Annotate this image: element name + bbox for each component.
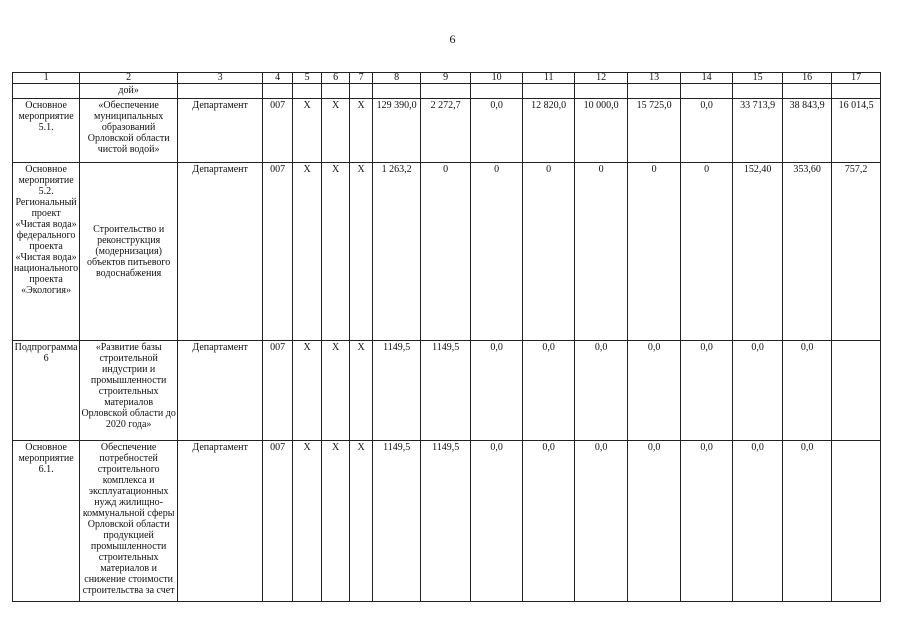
table-row bbox=[13, 163, 881, 341]
row-value: Х bbox=[293, 341, 322, 441]
row-value: 0,0 bbox=[681, 341, 733, 441]
row-value: Х bbox=[322, 163, 350, 341]
row-value: 757,2 bbox=[832, 163, 881, 341]
row-value bbox=[832, 441, 881, 602]
row-value: 12 820,0 bbox=[523, 99, 575, 163]
table-row bbox=[13, 341, 881, 441]
row-value: 0 bbox=[471, 163, 523, 341]
header-cell: 12 bbox=[575, 73, 628, 84]
row-value: Х bbox=[293, 163, 322, 341]
row-value: Х bbox=[322, 441, 350, 602]
row-value: Х bbox=[350, 441, 373, 602]
row-executor: Департамент bbox=[178, 99, 263, 163]
row-value: 0,0 bbox=[783, 441, 832, 602]
row-name: Основное мероприятие 5.1. bbox=[13, 99, 80, 163]
row-value: 0 bbox=[628, 163, 681, 341]
row-value: Х bbox=[350, 341, 373, 441]
row-value: 1149,5 bbox=[421, 341, 471, 441]
row-value: 007 bbox=[263, 163, 293, 341]
row-value: 0 bbox=[681, 163, 733, 341]
row-value: 1149,5 bbox=[421, 441, 471, 602]
row-program: «Развитие базы строительной индустрии и промышленности строительных материалов Орловской области до 2020 года» bbox=[80, 341, 178, 441]
header-cell: 14 bbox=[681, 73, 733, 84]
row-value: 1 263,2 bbox=[373, 163, 421, 341]
header-cell: 7 bbox=[350, 73, 373, 84]
row-value: 0,0 bbox=[471, 99, 523, 163]
header-cell: 15 bbox=[733, 73, 783, 84]
row-value: 0 bbox=[575, 163, 628, 341]
row-value: 38 843,9 bbox=[783, 99, 832, 163]
row-value: 152,40 bbox=[733, 163, 783, 341]
row-executor: Департамент bbox=[178, 341, 263, 441]
row-value: 33 713,9 bbox=[733, 99, 783, 163]
row-program: Обеспечение потребностей строительного комплекса и эксплуатационных нужд жилищно-коммунальной сферы Орловской области продукцией промышленности строительных материалов и снижение стоимости строительства за счет bbox=[80, 441, 178, 602]
row-executor: Департамент bbox=[178, 441, 263, 602]
row-value: 2 272,7 bbox=[421, 99, 471, 163]
row-value: 007 bbox=[263, 441, 293, 602]
row-value: 0,0 bbox=[575, 341, 628, 441]
row-name: Основное мероприятие 6.1. bbox=[13, 441, 80, 602]
row-name: Основное мероприятие 5.2. Региональный проект «Чистая вода» федерального проекта «Чистая вода» национального проекта «Экология» bbox=[13, 163, 80, 341]
row-value: 0,0 bbox=[471, 441, 523, 602]
row-value: 15 725,0 bbox=[628, 99, 681, 163]
row-value: 0,0 bbox=[783, 341, 832, 441]
row-value: 1149,5 bbox=[373, 341, 421, 441]
header-cell: 13 bbox=[628, 73, 681, 84]
header-cell: 9 bbox=[421, 73, 471, 84]
header-cell: 16 bbox=[783, 73, 832, 84]
row-name: Подпрограмма 6 bbox=[13, 341, 80, 441]
row-value: 0,0 bbox=[471, 341, 523, 441]
row-value: 007 bbox=[263, 341, 293, 441]
row-value: 16 014,5 bbox=[832, 99, 881, 163]
row-value: 0 bbox=[523, 163, 575, 341]
row-value: 007 bbox=[263, 99, 293, 163]
row-value: 0,0 bbox=[628, 441, 681, 602]
row-value: 0,0 bbox=[575, 441, 628, 602]
row-value: 10 000,0 bbox=[575, 99, 628, 163]
row-value: 0,0 bbox=[681, 441, 733, 602]
row-program: Строительство и реконструкция (модернизация) объектов питьевого водоснабжения bbox=[80, 163, 178, 341]
table-row bbox=[13, 99, 881, 163]
header-cell: 10 bbox=[471, 73, 523, 84]
header-cell: 4 bbox=[263, 73, 293, 84]
row-value: 0 bbox=[421, 163, 471, 341]
header-row bbox=[13, 73, 881, 84]
row-value: Х bbox=[322, 99, 350, 163]
header-cell: 2 bbox=[80, 73, 178, 84]
page-number: 6 bbox=[449, 32, 456, 46]
row-value: 1149,5 bbox=[373, 441, 421, 602]
header-cell: 1 bbox=[13, 73, 80, 84]
row-value: Х bbox=[350, 163, 373, 341]
header-cell: 5 bbox=[293, 73, 322, 84]
header-cell: 11 bbox=[523, 73, 575, 84]
row-value: 0,0 bbox=[681, 99, 733, 163]
row-value: 0,0 bbox=[733, 341, 783, 441]
table-row bbox=[13, 441, 881, 602]
row-value: Х bbox=[293, 99, 322, 163]
row-program: «Обеспечение муниципальных образований Орловской области чистой водой» bbox=[80, 99, 178, 163]
row-value: Х bbox=[350, 99, 373, 163]
row-value: 0,0 bbox=[628, 341, 681, 441]
header-cell: 17 bbox=[832, 73, 881, 84]
row-value bbox=[832, 341, 881, 441]
row-value: 0,0 bbox=[523, 441, 575, 602]
continuation-text: дой» bbox=[80, 84, 178, 99]
row-value: 0,0 bbox=[523, 341, 575, 441]
row-value: 129 390,0 bbox=[373, 99, 421, 163]
row-value: 0,0 bbox=[733, 441, 783, 602]
budget-table bbox=[12, 72, 881, 602]
header-cell: 8 bbox=[373, 73, 421, 84]
row-executor: Департамент bbox=[178, 163, 263, 341]
continuation-row bbox=[13, 84, 881, 99]
header-cell: 3 bbox=[178, 73, 263, 84]
row-value: 353,60 bbox=[783, 163, 832, 341]
row-value: Х bbox=[322, 341, 350, 441]
header-cell: 6 bbox=[322, 73, 350, 84]
row-value: Х bbox=[293, 441, 322, 602]
